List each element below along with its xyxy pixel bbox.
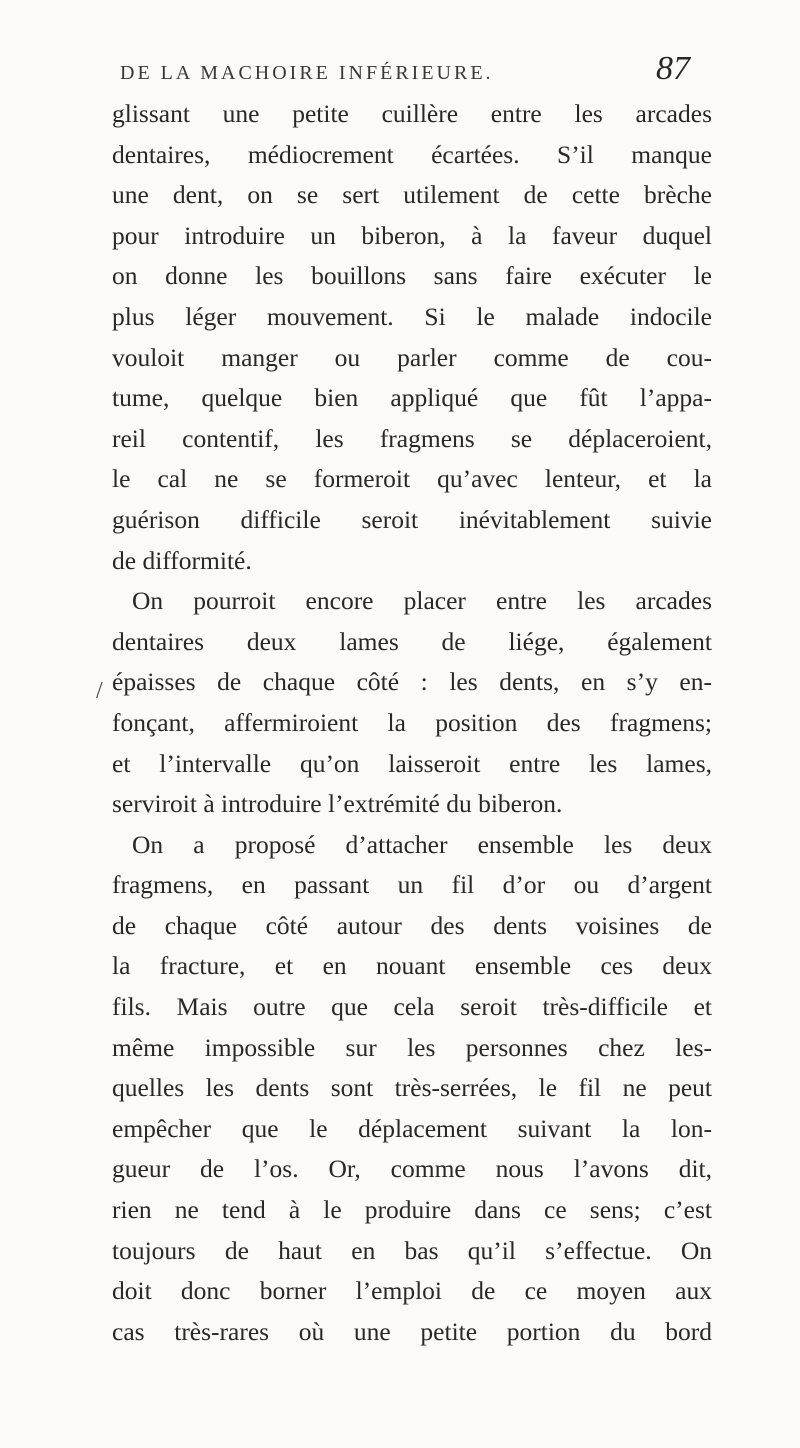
text-line: cas très-rares où une petite portion du bord [112,1316,712,1346]
text-line: la fracture, et en nouant ensemble ces deux [112,951,712,981]
text-line: On pourroit encore placer entre les arcades [132,586,712,616]
text-line: empêcher que le déplacement suivant la lon- [112,1113,712,1143]
page-number: 87 [656,50,690,87]
running-title: DE LA MACHOIRE INFÉRIEURE. [120,62,494,84]
text-line: dentaires deux lames de liége, également [112,626,712,656]
text-line: une dent, on se sert utilement de cette brèche [112,180,712,210]
text-line: plus léger mouvement. Si le malade indocile [112,301,712,331]
margin-mark: / [96,678,103,704]
text-line: même impossible sur les personnes chez les- [112,1032,712,1062]
text-line: dentaires, médiocrement écartées. S’il manque [112,139,712,169]
text-line: et l’intervalle qu’on laisseroit entre les lames, [112,748,712,778]
text-line: de difformité. [112,545,252,575]
text-line: glissant une petite cuillère entre les arcades [112,99,712,128]
text-line: pour introduire un biberon, à la faveur duquel [112,220,712,250]
text-line: On a proposé d’attacher ensemble les deux [132,829,712,859]
text-line: doit donc borner l’emploi de ce moyen aux [112,1276,712,1306]
body-text [112,94,712,1352]
text-line: fragmens, en passant un fil d’or ou d’argent [112,870,712,900]
text-line: de chaque côté autour des dents voisines de [112,910,712,940]
text-line: gueur de l’os. Or, comme nous l’avons dit, [112,1154,712,1184]
text-line: vouloit manger ou parler comme de cou- [112,342,712,372]
text-line: on donne les bouillons sans faire exécuter le [112,261,712,291]
text-line: serviroit à introduire l’extrémité du biberon. [112,789,563,819]
text-line: fils. Mais outre que cela seroit très-difficile et [112,992,712,1022]
running-head [110,52,710,92]
text-line: toujours de haut en bas qu’il s’effectue. On [112,1235,712,1265]
text-line: le cal ne se formeroit qu’avec lenteur, et la [112,464,712,494]
text-line: quelles les dents sont très-serrées, le fil ne peut [112,1073,712,1103]
text-line: fonçant, affermiroient la position des fragmens; [112,707,712,737]
text-line: épaisses de chaque côté : les dents, en s’y en- [112,667,712,697]
text-line: tume, quelque bien appliqué que fût l’appa- [112,383,712,413]
text-line: reil contentif, les fragmens se déplaceroient, [112,423,712,453]
text-line: guérison difficile seroit inévitablement suivie [112,504,712,534]
text-line: rien ne tend à le produire dans ce sens; c’est [112,1195,712,1225]
